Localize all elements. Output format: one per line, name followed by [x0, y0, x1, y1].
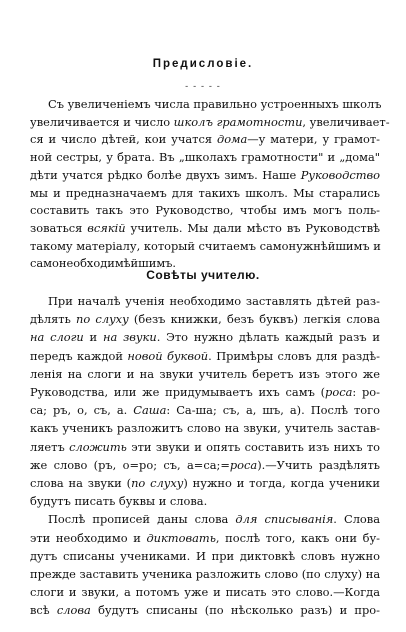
text-line — [30, 167, 380, 185]
text-run: и — [83, 330, 103, 345]
text-run: (безъ книжки, безъ буквъ) легкія слова — [128, 312, 380, 327]
text-line — [30, 185, 380, 203]
text-run: ленія на слоги и на звуки учитель беретъ изъ этого же — [30, 366, 380, 381]
text-line — [30, 565, 380, 583]
text-run: : ро- — [352, 385, 380, 400]
text-line — [30, 601, 380, 619]
text-run: будутъ писать буквы и слова. — [30, 494, 208, 509]
text-line — [30, 419, 380, 437]
italic-text: диктовать — [146, 530, 216, 545]
text-run: слоги и звуки, а потомъ уже и писать это слово.—Когда — [30, 585, 380, 600]
text-run: : Са-ша; съ, а, шъ, а). Послѣ того — [166, 403, 380, 418]
italic-text: для списыванія — [235, 512, 334, 527]
text-line — [30, 456, 380, 474]
text-line — [30, 310, 380, 328]
text-run: прежде заставить ученика разложить слово (по слуху) на — [30, 567, 381, 582]
text-run: ) нужно и тогда, когда ученики — [183, 476, 380, 491]
text-run: , послѣ того, какъ они бу- — [215, 530, 380, 545]
italic-text: слова — [56, 603, 91, 618]
section-title: Совѣты учителю. — [146, 268, 260, 282]
text-run: дѣлять — [30, 312, 77, 327]
text-run: какъ ученикъ разложитъ слово на звуки, учитель застав- — [30, 421, 380, 436]
text-run: эти звуки и опять составить изъ нихъ то — [126, 439, 380, 454]
text-line — [30, 492, 380, 510]
text-run: слова на звуки ( — [30, 476, 132, 491]
text-line — [30, 292, 380, 310]
preface-paragraph — [30, 96, 390, 273]
text-line — [30, 114, 390, 132]
italic-text: на слоги — [30, 330, 84, 345]
text-run: самонеобходимѣйшимъ. — [30, 256, 177, 271]
text-run: са; ръ, о, съ, а. — [30, 403, 134, 418]
italic-text: дома — [216, 132, 248, 147]
advice-paragraphs — [30, 292, 380, 620]
text-run: составить такъ это Руководство, чтобы имъ могъ поль- — [30, 203, 380, 218]
text-run: ной сестры, у брата. Въ „школахъ грамотности" и „дома" — [30, 150, 380, 165]
italic-text: новой буквой — [127, 348, 209, 363]
text-run: мы и предназначаемъ для такихъ школъ. Мы старались — [30, 185, 380, 200]
text-run: же слово (ръ, о=ро; съ, а=са;= — [30, 457, 230, 472]
text-line — [30, 547, 380, 565]
title-ornament: - - - - - — [185, 82, 221, 92]
text-run: дутъ списаны учениками. И при диктовкѣ словъ нужно — [30, 548, 380, 563]
text-line — [30, 238, 380, 256]
page-title: Предисловіе. — [152, 58, 254, 70]
text-line — [30, 474, 380, 492]
text-line — [30, 383, 380, 401]
text-run: зоваться — [30, 220, 88, 235]
italic-text: на звуки — [102, 330, 157, 345]
text-run: учитель. Мы дали мѣсто въ Руководствѣ — [125, 220, 381, 235]
text-run: . Слова — [333, 512, 380, 527]
text-line — [30, 131, 380, 149]
text-run: При началѣ ученія необходимо заставлять дѣтей раз- — [48, 294, 380, 308]
text-line — [30, 365, 380, 383]
text-run: ся и число дѣтей, кои учатся — [30, 132, 217, 147]
text-run: . Это нужно дѣлать каждый разъ и — [156, 330, 380, 345]
text-run: увеличивается и число — [30, 114, 174, 129]
text-run: такому матеріалу, который считаемъ самонужнѣйшимъ и — [30, 238, 381, 253]
text-run: ляетъ — [30, 439, 70, 454]
text-run: Съ увеличеніемъ числа правильно устроенныхъ школъ — [48, 97, 382, 111]
text-line — [30, 510, 380, 528]
text-run: , увеличивает- — [302, 114, 390, 129]
italic-text: роса — [325, 385, 353, 400]
text-line — [30, 149, 380, 167]
text-run: передъ каждой — [30, 348, 128, 363]
text-run: всѣ — [30, 603, 57, 618]
text-line — [30, 438, 380, 456]
italic-text: сложить — [69, 439, 127, 454]
text-line — [30, 96, 380, 114]
italic-text: роса — [229, 457, 258, 472]
text-line — [30, 529, 380, 547]
italic-text: Саша — [133, 403, 167, 418]
text-run: Послѣ прописей даны слова — [48, 512, 236, 527]
italic-text: всякій — [87, 220, 126, 235]
text-line — [30, 328, 380, 346]
text-run: . Примѣры словъ для раздѣ- — [208, 348, 380, 363]
italic-text: по слуху — [76, 312, 129, 327]
text-line — [30, 583, 380, 601]
text-line — [30, 401, 380, 419]
text-run: эти необходимо и — [30, 530, 147, 545]
italic-text: школъ грамотности — [173, 114, 303, 129]
text-line — [30, 202, 380, 220]
text-line — [30, 220, 380, 238]
text-run: ).—Учить раздѣлять — [257, 457, 380, 472]
text-run: Руководства, или же придумываетъ ихъ самъ ( — [30, 385, 326, 400]
text-run: будутъ списаны (по нѣсколько разъ) и про- — [90, 603, 380, 618]
text-run: дѣти учатся рѣдко болѣе двухъ зимъ. Наше — [30, 167, 301, 182]
text-line — [30, 347, 380, 365]
text-run: —у матери, у грамот- — [247, 132, 380, 147]
italic-text: по слуху — [131, 476, 184, 491]
italic-text: Руководство — [300, 167, 380, 182]
